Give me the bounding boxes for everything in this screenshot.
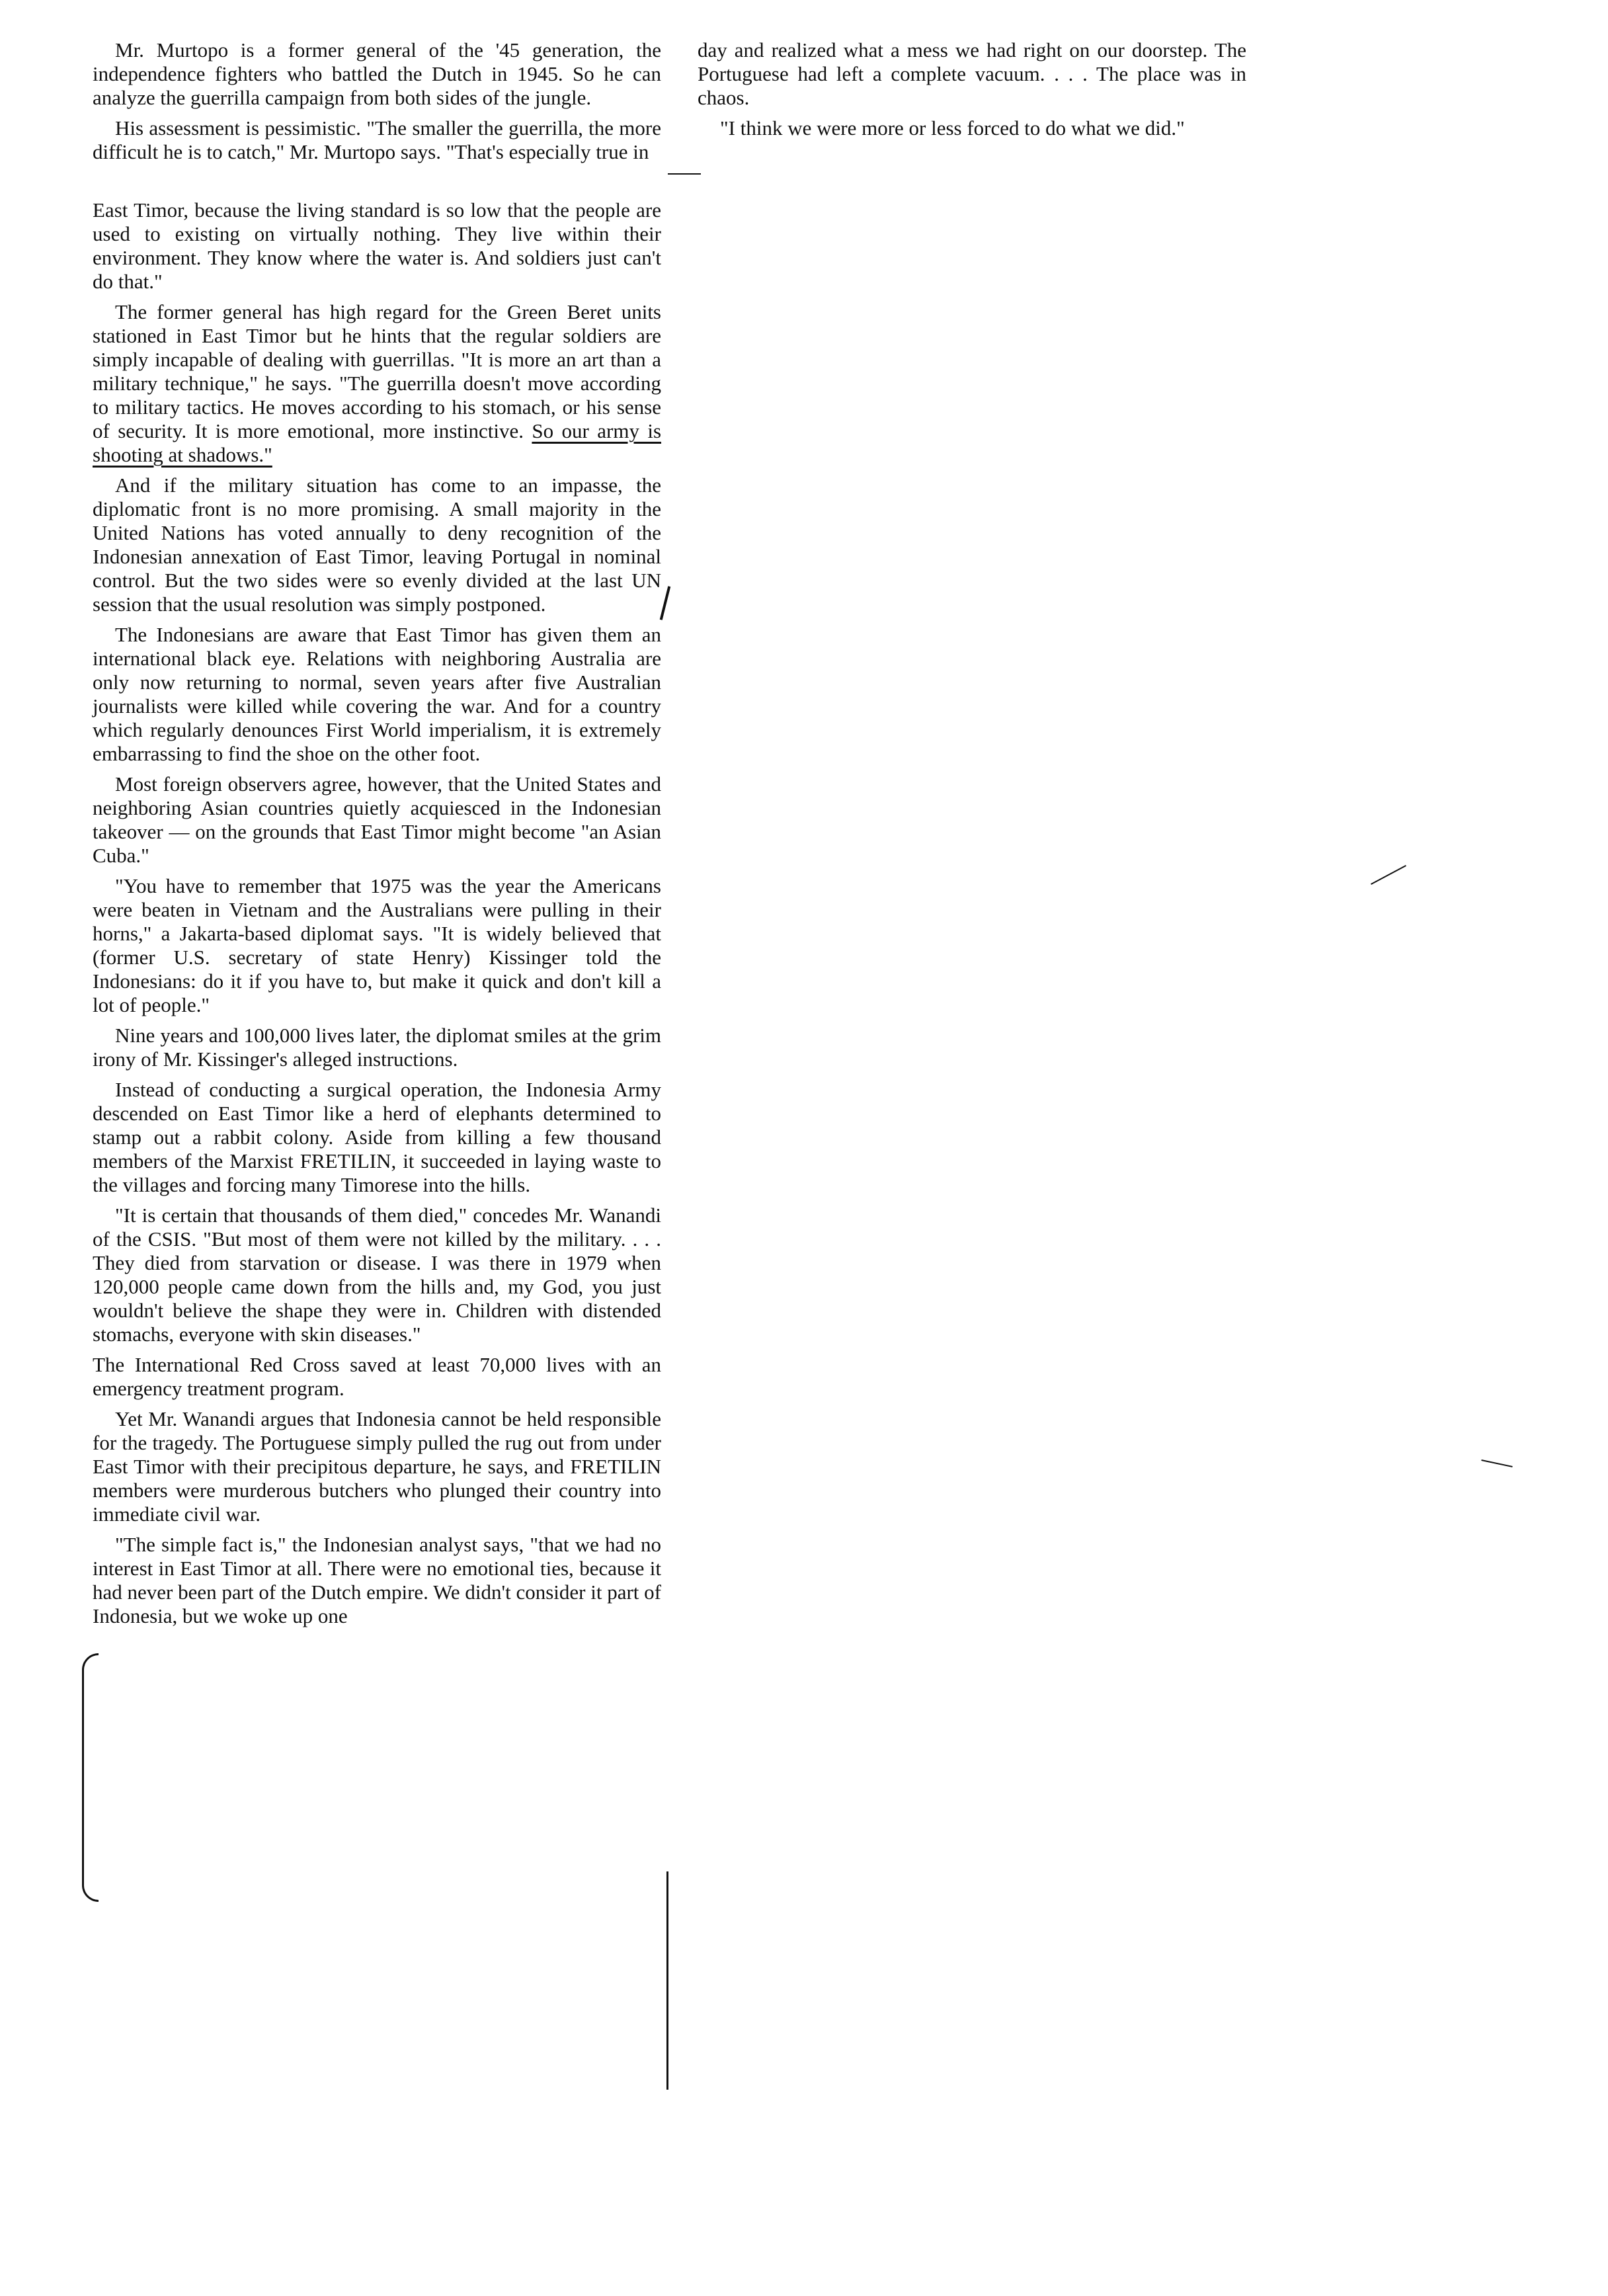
- paragraph-black-eye: The Indonesians are aware that East Timor has given them an international black eye. Relations with neighboring Australia are only now returning to normal, seven years after five Australian journalists were killed while covering the war. And for a country which regularly denounces First World imperialism, it is extremely embarrassing to find the shoe on the other foot.: [93, 623, 661, 765]
- paste-up-dash-mark: [668, 173, 701, 175]
- paragraph-kissinger-quote: "You have to remember that 1975 was the year the Americans were beaten in Vietnam and the Australians were pulling in their horns," a Jakarta-based diplomat says. "It is widely believed that (former U.S. secretary of state Henry) Kissinger told the Indonesians: do it if you have to, but make it quick and don't kill a lot of people.": [93, 874, 661, 1016]
- right-text-column: [698, 38, 1246, 147]
- left-text-column: [93, 38, 661, 1635]
- paragraph-doorstep: day and realized what a mess we had right on our doorstep. The Portuguese had left a complete vacuum. . . . The place was in chaos.: [698, 38, 1246, 109]
- margin-bracket-left-mark: [82, 1653, 99, 1902]
- paragraph-wanandi-deaths: "It is certain that thousands of them died," concedes Mr. Wanandi of the CSIS. "But most of them were not killed by the military. . . . They died from starvation or disease. I was there in 1979 when 120,000 people came down from the hills and, my God, you just wouldn't believe the shape they were in. Children with distended stomachs, everyone with skin diseases.": [93, 1204, 661, 1346]
- paragraph-wanandi-argument: Yet Mr. Wanandi argues that Indonesia cannot be held responsible for the tragedy. The Portuguese simply pulled the rug out from under East Timor with their precipitous departure, he says, and FRETILIN members were murderous butchers who plunged their country into immediate civil war.: [93, 1407, 661, 1526]
- paste-up-gap: [93, 171, 661, 198]
- paragraph-diplomat-irony: Nine years and 100,000 lives later, the diplomat smiles at the grim irony of Mr. Kissinger's alleged instructions.: [93, 1024, 661, 1071]
- margin-bracket-right-mark: [666, 1871, 668, 2090]
- paragraph-living-standard: East Timor, because the living standard is so low that the people are used to existing on virtually nothing. They live within their environment. They know where the water is. And soldiers just can't do that.": [93, 198, 661, 293]
- paragraph-forced: "I think we were more or less forced to do what we did.": [720, 116, 1185, 140]
- green-beret-text: The former general has high regard for the Green Beret units stationed in East Timor but he hints that the regular soldiers are simply incapable of dealing with guerrillas. "It is more an art than a military technique," he says. "The guerrilla doesn't move according to military tactics. He moves according to his stomach, or his sense of security. It is more emotional, more instinctive.: [93, 300, 661, 442]
- paragraph-assessment: His assessment is pessimistic. "The smaller the guerrilla, the more difficult he is to catch," Mr. Murtopo says. "That's especially true in: [93, 116, 661, 163]
- scan-speck-mark: [1371, 865, 1406, 885]
- margin-slash-mark: [660, 586, 670, 620]
- paragraph-green-beret: [93, 300, 661, 467]
- paragraph-murtopo-intro: Mr. Murtopo is a former general of the '45 generation, the independence fighters who battled the Dutch in 1945. So he can analyze the guerrilla campaign from both sides of the jungle.: [93, 38, 661, 109]
- paragraph-simple-fact: "The simple fact is," the Indonesian analyst says, "that we had no interest in East Timor at all. There were no emotional ties, because it had never been part of the Dutch empire. We didn't consider it part of Indonesia, but we woke up one: [93, 1533, 661, 1627]
- underlined-shadows-phrase: So our army is shooting at shadows.": [93, 419, 662, 466]
- paragraph-diplomatic-front: And if the military situation has come to an impasse, the diplomatic front is no more promising. A small majority in the United Nations has voted annually to deny recognition of the Indonesian annexation of East Timor, leaving Portugal in nominal control. But the two sides were so evenly divided at the last UN session that the usual resolution was simply postponed.: [93, 473, 661, 616]
- paragraph-surgical-operation: Instead of conducting a surgical operation, the Indonesia Army descended on East Timor like a herd of elephants determined to stamp out a rabbit colony. Aside from killing a few thousand members of the Marxist FRETILIN, it succeeded in laying waste to the villages and forcing many Timorese into the hills.: [93, 1078, 661, 1196]
- scan-speck-mark: [1481, 1459, 1512, 1467]
- paragraph-red-cross: The International Red Cross saved at least 70,000 lives with an emergency treatment program.: [93, 1353, 661, 1400]
- paragraph-foreign-observers: Most foreign observers agree, however, that the United States and neighboring Asian countries quietly acquiesced in the Indonesian takeover — on the grounds that East Timor might become "an Asian Cuba.": [93, 772, 661, 867]
